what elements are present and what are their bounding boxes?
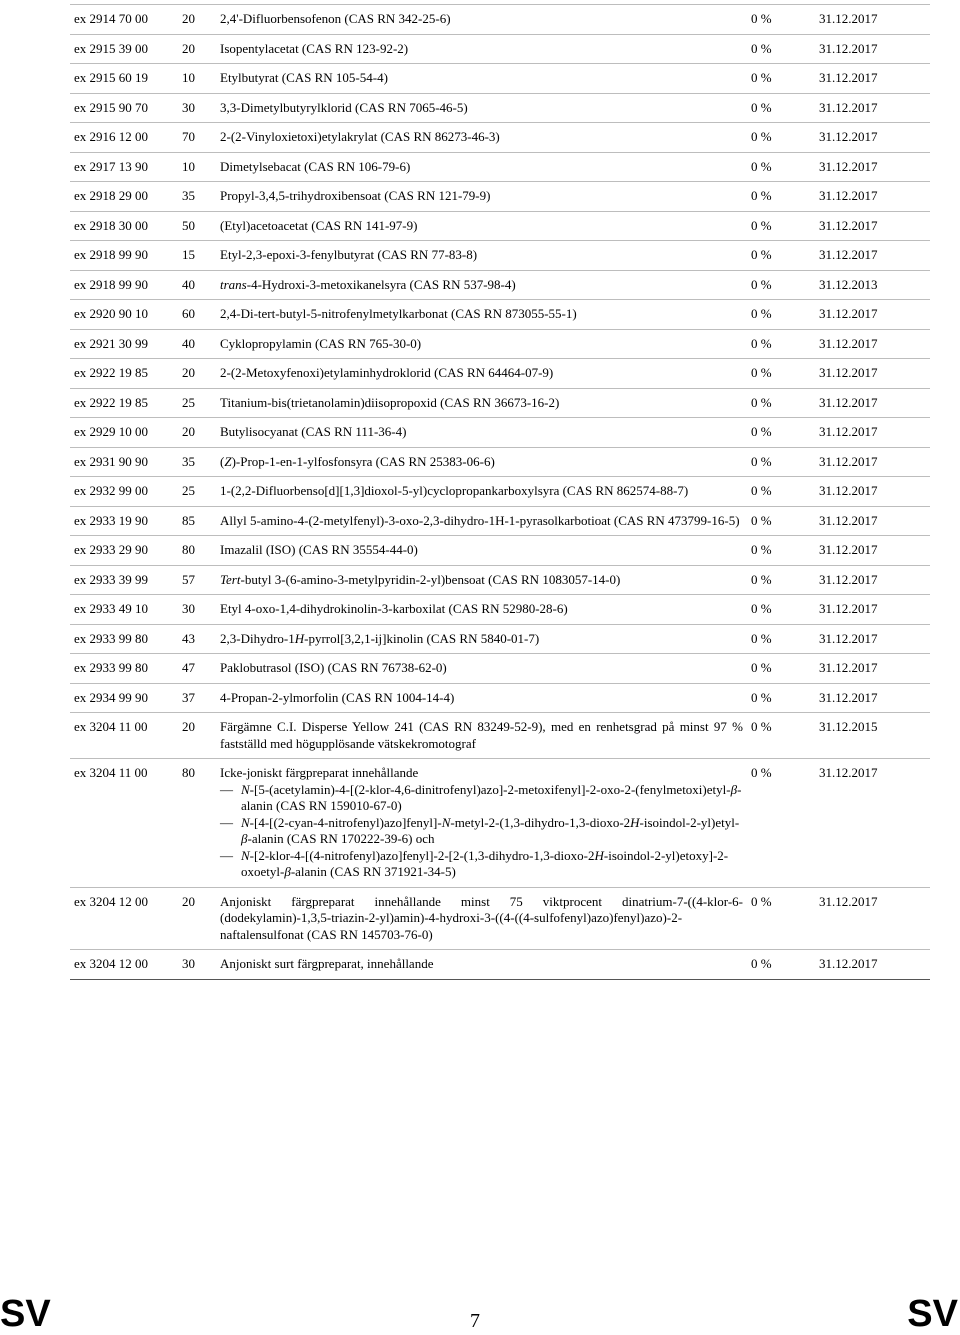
description-text: Titanium-bis(trietanolamin)diisopropoxid (CAS RN 36673-16-2) <box>220 394 560 410</box>
description-cell <box>216 5 747 35</box>
duty-rate-cell: 0 % <box>747 713 815 759</box>
end-date-cell: 31.12.2017 <box>815 447 930 477</box>
end-date-cell: 31.12.2017 <box>815 595 930 625</box>
description-cell <box>216 759 747 888</box>
description-text: ( <box>220 453 225 469</box>
description-cell <box>216 477 747 507</box>
table-row <box>70 388 930 418</box>
table-row <box>70 654 930 684</box>
description-text: -pyrrol[3,2,1-ij]kinolin (CAS RN 5840-01-7) <box>304 630 540 646</box>
description-text: Propyl-3,4,5-trihydroxibensoat (CAS RN 121-79-9) <box>220 188 491 203</box>
cn-code-cell: ex 2933 19 90 <box>70 506 178 536</box>
taric-code-cell: 37 <box>178 683 216 713</box>
cn-code-cell: ex 2922 19 85 <box>70 388 178 418</box>
description-cell <box>216 418 747 448</box>
cn-code-cell: ex 2929 10 00 <box>70 418 178 448</box>
description-cell <box>216 64 747 94</box>
cn-code-cell: ex 2918 29 00 <box>70 182 178 212</box>
duty-rate-cell: 0 % <box>747 654 815 684</box>
table-row <box>70 123 930 153</box>
description-cell <box>216 624 747 654</box>
table-row <box>70 477 930 507</box>
duty-rate-cell: 0 % <box>747 329 815 359</box>
taric-code-cell: 35 <box>178 182 216 212</box>
taric-code-cell: 20 <box>178 34 216 64</box>
component-text: -[5-(acetylamin)-4-[(2-klor-4,6-dinitrofenyl)azo]-2-metoxifenyl]-2-oxo-2-(fenylmetoxi)etyl- <box>249 781 731 797</box>
end-date-cell: 31.12.2017 <box>815 565 930 595</box>
duty-rate-cell: 0 % <box>747 759 815 888</box>
table-row <box>70 759 930 888</box>
cn-code-cell: ex 2916 12 00 <box>70 123 178 153</box>
duty-rate-cell: 0 % <box>747 123 815 153</box>
description-cell <box>216 654 747 684</box>
component-text: -metyl-2-(1,3-dihydro-1,3-dioxo-2 <box>450 814 631 830</box>
description-cell <box>216 123 747 153</box>
description-text: Imazalil (ISO) (CAS RN 35554-44-0) <box>220 542 418 557</box>
list-dash: — <box>220 847 233 863</box>
duty-rate-cell: 0 % <box>747 93 815 123</box>
end-date-cell: 31.12.2017 <box>815 506 930 536</box>
description-text: Z <box>224 453 232 469</box>
table-row <box>70 950 930 980</box>
description-text: Icke-joniskt färgpreparat innehållande <box>220 765 419 780</box>
description-cell <box>216 241 747 271</box>
component-text: β <box>241 831 248 846</box>
table-row <box>70 34 930 64</box>
description-text: (Etyl)acetoacetat (CAS RN 141-97-9) <box>220 217 418 233</box>
component-text: β <box>730 781 738 797</box>
table-row <box>70 241 930 271</box>
cn-code-cell: ex 2915 90 70 <box>70 93 178 123</box>
end-date-cell: 31.12.2017 <box>815 418 930 448</box>
duty-rate-cell: 0 % <box>747 388 815 418</box>
table-row <box>70 64 930 94</box>
end-date-cell: 31.12.2017 <box>815 329 930 359</box>
description-text: 2-(2-Metoxyfenoxi)etylaminhydroklorid (CAS RN 64464-07-9) <box>220 365 554 380</box>
taric-code-cell: 10 <box>178 64 216 94</box>
duty-rate-cell: 0 % <box>747 152 815 182</box>
description-text: H <box>294 630 305 646</box>
component-list-item <box>220 782 743 815</box>
description-text: -4-Hydroxi-3-metoxikanelsyra (CAS RN 537-98-4) <box>246 276 516 292</box>
cn-code-cell: ex 2932 99 00 <box>70 477 178 507</box>
description-cell <box>216 595 747 625</box>
end-date-cell: 31.12.2017 <box>815 241 930 271</box>
end-date-cell: 31.12.2017 <box>815 300 930 330</box>
description-text: 2,3-Dihydro-1 <box>220 630 295 646</box>
table-row <box>70 595 930 625</box>
cn-code-cell: ex 2914 70 00 <box>70 5 178 35</box>
cn-code-cell: ex 2933 49 10 <box>70 595 178 625</box>
description-text: Tert <box>220 571 241 587</box>
taric-code-cell: 25 <box>178 477 216 507</box>
duty-rate-cell: 0 % <box>747 683 815 713</box>
taric-code-cell: 20 <box>178 418 216 448</box>
table-row <box>70 211 930 241</box>
table-row <box>70 270 930 300</box>
cn-code-cell: ex 2915 60 19 <box>70 64 178 94</box>
cn-code-cell: ex 3204 11 00 <box>70 713 178 759</box>
description-text: 2-(2-Vinyloxietoxi)etylakrylat (CAS RN 86273-46-3) <box>220 129 500 144</box>
duty-rate-cell: 0 % <box>747 182 815 212</box>
table-row <box>70 329 930 359</box>
taric-code-cell: 80 <box>178 536 216 566</box>
table-row <box>70 182 930 212</box>
description-cell <box>216 713 747 759</box>
end-date-cell: 31.12.2017 <box>815 182 930 212</box>
duty-rate-cell: 0 % <box>747 5 815 35</box>
cn-code-cell: ex 2921 30 99 <box>70 329 178 359</box>
duty-rate-cell: 0 % <box>747 536 815 566</box>
duty-rate-cell: 0 % <box>747 950 815 980</box>
duty-rate-cell: 0 % <box>747 270 815 300</box>
description-text: Etyl 4-oxo-1,4-dihydrokinolin-3-karboxilat (CAS RN 52980-28-6) <box>220 601 568 616</box>
table-row <box>70 300 930 330</box>
cn-code-cell: ex 2918 30 00 <box>70 211 178 241</box>
list-dash: — <box>220 814 233 830</box>
component-text: H <box>630 814 640 830</box>
description-cell <box>216 388 747 418</box>
taric-code-cell: 20 <box>178 359 216 389</box>
description-text: 2,4-Di-tert-butyl-5-nitrofenylmetylkarbonat (CAS RN 873055-55-1) <box>220 306 577 321</box>
taric-code-cell: 70 <box>178 123 216 153</box>
component-text: -alanin (CAS RN 170222-39-6) och <box>247 831 435 846</box>
taric-code-cell: 20 <box>178 5 216 35</box>
table-row <box>70 5 930 35</box>
duty-rate-cell: 0 % <box>747 34 815 64</box>
description-text: Anjoniskt färgpreparat innehållande minst 75 viktprocent dinatrium-7-((4-klor-6-(dodekylamin)-1,3,5-triazin-2-yl)amin)-4-hydroxi-3-((4-((4-sulfofenyl)azo)fenyl)azo)-2-naftalensulfonat (CAS RN 145703-76-0) <box>220 893 743 942</box>
table-row <box>70 359 930 389</box>
end-date-cell: 31.12.2017 <box>815 123 930 153</box>
end-date-cell: 31.12.2017 <box>815 654 930 684</box>
description-text: Cyklopropylamin (CAS RN 765-30-0) <box>220 335 422 351</box>
component-list-item <box>220 848 743 881</box>
end-date-cell: 31.12.2017 <box>815 64 930 94</box>
taric-code-cell: 20 <box>178 713 216 759</box>
description-text: )-Prop-1-en-1-ylfosfonsyra (CAS RN 25383-06-6) <box>231 453 495 469</box>
taric-code-cell: 80 <box>178 759 216 888</box>
taric-code-cell: 10 <box>178 152 216 182</box>
table-row <box>70 536 930 566</box>
description-cell <box>216 329 747 359</box>
component-text: -alanin (CAS RN 159010-67-0) <box>241 781 742 813</box>
description-cell <box>216 536 747 566</box>
description-text: Butylisocyanat (CAS RN 111-36-4) <box>220 424 407 439</box>
cn-code-cell: ex 3204 12 00 <box>70 887 178 950</box>
end-date-cell: 31.12.2013 <box>815 270 930 300</box>
component-text: N <box>241 781 250 797</box>
description-text: Färgämne C.I. Disperse Yellow 241 (CAS RN 83249-52-9), med en renhetsgrad på minst 97 % fastställd med högupplösande vätskekromotograf <box>220 719 743 751</box>
table-row <box>70 93 930 123</box>
duty-rate-cell: 0 % <box>747 300 815 330</box>
description-text: Etylbutyrat (CAS RN 105-54-4) <box>220 70 388 85</box>
component-text: -[4-[(2-cyan-4-nitrofenyl)azo]fenyl]- <box>249 814 442 830</box>
description-text: Allyl 5-amino-4-(2-metylfenyl)-3-oxo-2,3-dihydro-1H-1-pyrasolkarbotioat (CAS RN 473799-16-5) <box>220 512 740 528</box>
cn-code-cell: ex 2933 29 90 <box>70 536 178 566</box>
taric-code-cell: 85 <box>178 506 216 536</box>
footer-language-right: SV <box>907 1293 958 1335</box>
end-date-cell: 31.12.2017 <box>815 5 930 35</box>
table-row <box>70 624 930 654</box>
end-date-cell: 31.12.2017 <box>815 152 930 182</box>
duty-rate-cell: 0 % <box>747 595 815 625</box>
cn-code-cell: ex 2933 99 80 <box>70 624 178 654</box>
list-dash: — <box>220 781 233 797</box>
table-row <box>70 447 930 477</box>
end-date-cell: 31.12.2017 <box>815 211 930 241</box>
taric-code-cell: 30 <box>178 950 216 980</box>
description-text: Paklobutrasol (ISO) (CAS RN 76738-62-0) <box>220 660 447 675</box>
table-row <box>70 887 930 950</box>
description-cell <box>216 211 747 241</box>
footer-language-left: SV <box>0 1293 51 1335</box>
description-text: Dimetylsebacat (CAS RN 106-79-6) <box>220 158 411 174</box>
duty-rate-cell: 0 % <box>747 447 815 477</box>
taric-code-cell: 25 <box>178 388 216 418</box>
cn-code-cell: ex 3204 12 00 <box>70 950 178 980</box>
end-date-cell: 31.12.2017 <box>815 887 930 950</box>
description-text: -butyl 3-(6-amino-3-metylpyridin-2-yl)bensoat (CAS RN 1083057-14-0) <box>240 571 621 587</box>
description-cell <box>216 359 747 389</box>
component-text: -alanin (CAS RN 371921-34-5) <box>290 864 456 879</box>
description-cell <box>216 182 747 212</box>
end-date-cell: 31.12.2017 <box>815 950 930 980</box>
description-cell <box>216 950 747 980</box>
cn-code-cell: ex 2915 39 00 <box>70 34 178 64</box>
duty-rate-cell: 0 % <box>747 887 815 950</box>
description-text: 2,4'-Difluorbensofenon (CAS RN 342-25-6) <box>220 11 451 26</box>
taric-code-cell: 30 <box>178 595 216 625</box>
description-cell <box>216 887 747 950</box>
taric-code-cell: 30 <box>178 93 216 123</box>
tariff-table <box>70 4 930 980</box>
cn-code-cell: ex 2933 99 80 <box>70 654 178 684</box>
duty-rate-cell: 0 % <box>747 64 815 94</box>
end-date-cell: 31.12.2015 <box>815 713 930 759</box>
end-date-cell: 31.12.2017 <box>815 624 930 654</box>
description-cell <box>216 300 747 330</box>
description-cell <box>216 506 747 536</box>
description-cell <box>216 152 747 182</box>
component-text: β <box>284 864 291 879</box>
description-cell <box>216 270 747 300</box>
description-text: 4-Propan-2-ylmorfolin (CAS RN 1004-14-4) <box>220 689 455 705</box>
duty-rate-cell: 0 % <box>747 418 815 448</box>
footer-page-number: 7 <box>470 1310 480 1332</box>
cn-code-cell: ex 2934 99 90 <box>70 683 178 713</box>
table-row <box>70 683 930 713</box>
duty-rate-cell: 0 % <box>747 359 815 389</box>
duty-rate-cell: 0 % <box>747 565 815 595</box>
end-date-cell: 31.12.2017 <box>815 759 930 888</box>
end-date-cell: 31.12.2017 <box>815 93 930 123</box>
end-date-cell: 31.12.2017 <box>815 34 930 64</box>
component-text: -[2-klor-4-[(4-nitrofenyl)azo]fenyl]-2-[2-(1,3-dihydro-1,3-dioxo-2 <box>249 847 595 863</box>
cn-code-cell: ex 2933 39 99 <box>70 565 178 595</box>
taric-code-cell: 35 <box>178 447 216 477</box>
taric-code-cell: 50 <box>178 211 216 241</box>
duty-rate-cell: 0 % <box>747 241 815 271</box>
table-row <box>70 565 930 595</box>
table-row <box>70 713 930 759</box>
end-date-cell: 31.12.2017 <box>815 477 930 507</box>
description-text: trans <box>220 276 247 292</box>
description-cell <box>216 683 747 713</box>
description-text: Etyl-2,3-epoxi-3-fenylbutyrat (CAS RN 77-83-8) <box>220 247 478 262</box>
duty-rate-cell: 0 % <box>747 506 815 536</box>
description-cell <box>216 565 747 595</box>
end-date-cell: 31.12.2017 <box>815 388 930 418</box>
end-date-cell: 31.12.2017 <box>815 683 930 713</box>
taric-code-cell: 43 <box>178 624 216 654</box>
description-text: 1-(2,2-Difluorbenso[d][1,3]dioxol-5-yl)cyclopropankarboxylsyra (CAS RN 862574-88-7) <box>220 483 689 498</box>
cn-code-cell: ex 3204 11 00 <box>70 759 178 888</box>
duty-rate-cell: 0 % <box>747 624 815 654</box>
end-date-cell: 31.12.2017 <box>815 536 930 566</box>
taric-code-cell: 20 <box>178 887 216 950</box>
component-text: -isoindol-2-yl)etyl- <box>639 814 740 830</box>
description-text: Anjoniskt surt färgpreparat, innehållande <box>220 956 434 971</box>
description-cell <box>216 93 747 123</box>
component-list-item <box>220 815 743 848</box>
end-date-cell: 31.12.2017 <box>815 359 930 389</box>
taric-code-cell: 40 <box>178 270 216 300</box>
description-text: 3,3-Dimetylbutyrylklorid (CAS RN 7065-46-5) <box>220 99 468 115</box>
component-text: N <box>241 847 250 863</box>
taric-code-cell: 40 <box>178 329 216 359</box>
component-text: H <box>594 847 604 863</box>
table-row <box>70 506 930 536</box>
cn-code-cell: ex 2918 99 90 <box>70 241 178 271</box>
cn-code-cell: ex 2917 13 90 <box>70 152 178 182</box>
description-text: Isopentylacetat (CAS RN 123-92-2) <box>220 40 409 56</box>
taric-code-cell: 15 <box>178 241 216 271</box>
duty-rate-cell: 0 % <box>747 477 815 507</box>
cn-code-cell: ex 2931 90 90 <box>70 447 178 477</box>
cn-code-cell: ex 2918 99 90 <box>70 270 178 300</box>
cn-code-cell: ex 2920 90 10 <box>70 300 178 330</box>
component-text: N <box>441 814 451 830</box>
cn-code-cell: ex 2922 19 85 <box>70 359 178 389</box>
taric-code-cell: 47 <box>178 654 216 684</box>
taric-code-cell: 57 <box>178 565 216 595</box>
duty-rate-cell: 0 % <box>747 211 815 241</box>
component-text: N <box>241 814 250 830</box>
description-cell <box>216 447 747 477</box>
taric-code-cell: 60 <box>178 300 216 330</box>
description-cell <box>216 34 747 64</box>
table-row <box>70 152 930 182</box>
tariff-table-body <box>70 5 930 980</box>
component-text: -isoindol-2-yl)etoxy]-2-oxoetyl- <box>241 847 729 879</box>
table-row <box>70 418 930 448</box>
